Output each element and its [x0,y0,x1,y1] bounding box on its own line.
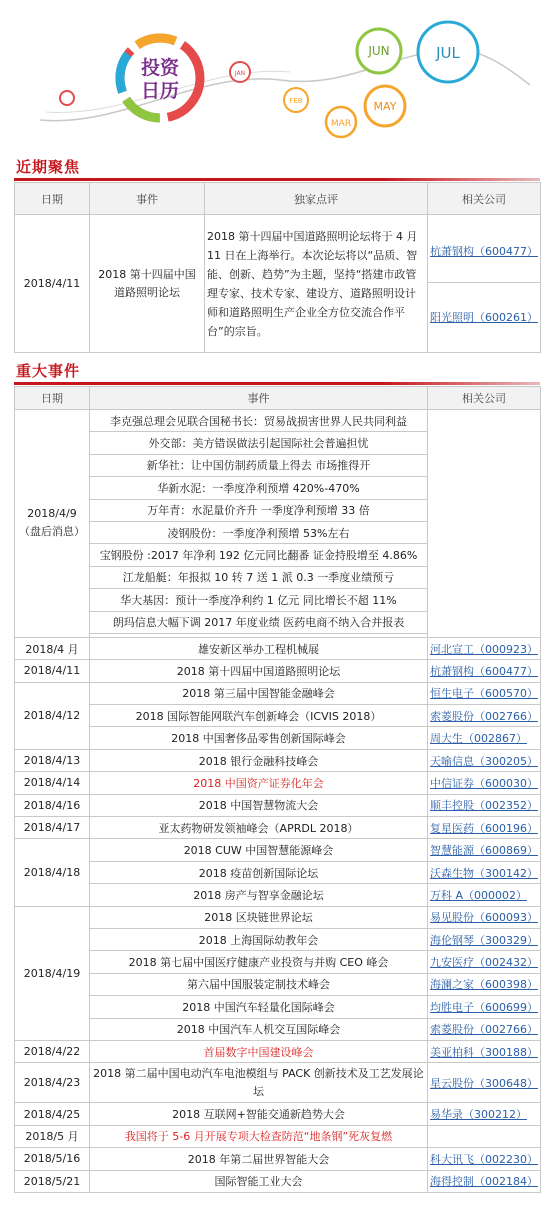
related-company [428,1170,541,1192]
event-date-value: 2018/4/9 [27,507,77,521]
event-name: 2018 第十四届中国道路照明论坛 [90,660,428,682]
table-row [15,1063,541,1103]
event-name: 2018 CUW 中国智慧能源峰会 [90,839,428,861]
company-link[interactable]: 易华录（300212） [430,1108,527,1122]
event-name: 万年青：水泥量价齐升 一季度净利预增 33 倍 [90,499,428,521]
related-company [428,1103,541,1125]
logo-line2: 日历 [140,80,180,102]
focus-date: 2018/4/11 [15,215,90,353]
focus-header-comment: 独家点评 [205,183,428,215]
related-company [428,884,541,906]
after-hours-note: （盘后消息） [19,525,85,539]
company-link[interactable]: 星云股份（300648） [430,1076,538,1090]
event-name: 宝钢股份 :2017 年净利 192 亿元同比翻番 证金持股增至 4.86% [90,544,428,566]
event-name: 2018 中国汽车轻量化国际峰会 [90,996,428,1018]
company-link[interactable]: 均胜电子（600699） [430,1000,538,1014]
event-date: 2018/4/22 [15,1040,90,1062]
related-company [428,772,541,794]
major-divider [14,382,540,385]
company-link[interactable]: 沃森生物（300142） [430,866,538,880]
focus-header-event: 事件 [90,183,205,215]
table-row [15,996,541,1018]
related-company [428,839,541,861]
table-row [15,727,541,749]
table-row [15,1040,541,1062]
focus-header-company: 相关公司 [428,183,541,215]
related-company [428,749,541,771]
month-jun: JUN [368,44,390,58]
table-row [15,660,541,682]
related-company [428,727,541,749]
event-name: 华新水泥：一季度净利预增 420%-470% [90,477,428,499]
event-name: 2018 银行金融科技峰会 [90,749,428,771]
company-link[interactable]: 易见股份（600093） [430,911,538,925]
event-name: 2018 第七届中国医疗健康产业投资与并购 CEO 峰会 [90,951,428,973]
focus-event: 2018 第十四届中国道路照明论坛 [90,215,205,353]
related-company [428,682,541,704]
event-date: 2018/4/16 [15,794,90,816]
banner-illustration [0,0,550,150]
event-name: 凌钢股份：一季度净利预增 53%左右 [90,521,428,543]
company-link[interactable]: 杭萧钢构（600477） [430,664,538,678]
related-company-empty [428,410,541,638]
focus-company-link[interactable]: 杭萧钢构（600477） [430,245,538,258]
related-company [428,906,541,928]
company-link[interactable]: 海澜之家（600398） [430,978,538,992]
related-company [428,1148,541,1170]
focus-divider [14,178,540,181]
company-link[interactable]: 海得控制（002184） [430,1175,538,1189]
event-name: 我国将于 5-6 月开展专项大检查防范“地条钢”死灰复燃 [90,1125,428,1147]
table-row [15,410,541,432]
event-name: 国际智能工业大会 [90,1170,428,1192]
company-link[interactable]: 复星医药（600196） [430,821,538,835]
event-name: 2018 上海国际幼教年会 [90,928,428,950]
company-link[interactable]: 美亚柏科（300188） [430,1045,538,1059]
calendar-banner [0,0,550,150]
table-row [15,794,541,816]
table-row [15,682,541,704]
event-name: 2018 区块链世界论坛 [90,906,428,928]
major-header-date: 日期 [15,387,90,410]
event-name: 雄安新区举办工程机械展 [90,637,428,659]
event-date: 2018/4/13 [15,749,90,771]
company-link[interactable]: 中信证券（600030） [430,776,538,790]
event-date: 2018/5 月 [15,1125,90,1147]
table-row [15,861,541,883]
event-date: 2018/5/16 [15,1148,90,1170]
event-name: 2018 中国智慧物流大会 [90,794,428,816]
related-company [428,1040,541,1062]
related-company [428,817,541,839]
event-name: 2018 国际智能网联汽车创新峰会（ICVIS 2018） [90,705,428,727]
company-link[interactable]: 顺丰控股（002352） [430,799,538,813]
company-link[interactable]: 索菱股份（002766） [430,709,538,723]
company-link[interactable]: 索菱股份（002766） [430,1023,538,1037]
major-section-title: 重大事件 [16,362,81,380]
table-row [15,772,541,794]
major-header-company: 相关公司 [428,387,541,410]
company-link[interactable]: 天喻信息（300205） [430,754,538,768]
logo-line1: 投资 [140,57,180,79]
event-name: 朗玛信息大幅下调 2017 年度业绩 医药电商不纳入合并报表 [90,611,428,633]
table-row [15,951,541,973]
event-date: 2018/4/19 [15,906,90,1040]
company-link[interactable]: 智慧能源（600869） [430,844,538,858]
event-name: 江龙船艇：年报拟 10 转 7 送 1 派 0.3 一季度业绩预亏 [90,566,428,588]
event-name: 第六届中国服装定制技术峰会 [90,973,428,995]
table-row [15,1018,541,1040]
event-date: 2018/4/12 [15,682,90,749]
related-company [428,705,541,727]
event-date: 2018/5/21 [15,1170,90,1192]
event-name: 2018 互联网+智能交通新趋势大会 [90,1103,428,1125]
company-link[interactable]: 海伦钢琴（300329） [430,933,538,947]
related-company [428,928,541,950]
table-row [15,705,541,727]
company-link[interactable]: 九安医疗（002432） [430,956,538,970]
table-row [15,973,541,995]
focus-comment: 2018 第十四届中国道路照明论坛将于 4 月 11 日在上海举行。本次论坛将以“品质、智能、创新、趋势”为主题，坚持“搭建市政管理专家、技术专家、建设方、道路照明设计师和道路照明生产企业全方位交流合作平台”的宗旨。 [205,215,428,353]
related-company [428,861,541,883]
company-link[interactable]: 万科 A（000002） [430,888,528,902]
event-date: 2018/4/14 [15,772,90,794]
major-events-table [14,386,541,1193]
table-row [15,906,541,928]
related-company [428,1063,541,1103]
event-name: 2018 中国汽车人机交互国际峰会 [90,1018,428,1040]
table-row [15,839,541,861]
event-name: 首届数字中国建设峰会 [90,1040,428,1062]
event-name: 新华社：让中国仿制药质量上得去 市场推得开 [90,454,428,476]
related-company [428,1018,541,1040]
table-row [15,1103,541,1125]
table-row [15,1170,541,1192]
event-date: 2018/4/23 [15,1063,90,1103]
major-header-event: 事件 [90,387,428,410]
event-name: 2018 年第二届世界智能大会 [90,1148,428,1170]
table-row [15,749,541,771]
event-name: 外交部：美方错误做法引起国际社会普遍担忧 [90,432,428,454]
event-date [15,410,90,638]
company-link[interactable]: 河北宣工（000923） [430,642,538,656]
month-jul: JUL [436,44,460,62]
related-company [428,996,541,1018]
month-may: MAY [373,100,397,113]
related-company [428,637,541,659]
month-feb: FEB [289,97,303,105]
related-company [428,1125,541,1147]
table-row [15,1148,541,1170]
month-jan: JAN [234,70,246,77]
event-date: 2018/4/18 [15,839,90,906]
event-name: 2018 第二届中国电动汽车电池模组与 PACK 创新技术及工艺发展论坛 [90,1063,428,1103]
focus-header-date: 日期 [15,183,90,215]
event-name: 亚太药物研发领袖峰会（APRDL 2018） [90,817,428,839]
event-name: 李克强总理会见联合国秘书长：贸易战损害世界人民共同利益 [90,410,428,432]
table-row [15,817,541,839]
company-link[interactable]: 科大讯飞（002230） [430,1152,538,1166]
event-date: 2018/4/25 [15,1103,90,1125]
focus-company-link[interactable]: 阳光照明（600261） [430,311,538,324]
table-row [15,884,541,906]
company-link[interactable]: 周大生（002867） [430,732,527,746]
event-date: 2018/4/11 [15,660,90,682]
table-row [15,928,541,950]
event-date: 2018/4/17 [15,817,90,839]
month-mar: MAR [330,119,352,129]
table-row [15,1125,541,1147]
focus-table [14,182,541,353]
table-row [15,637,541,659]
event-name: 华大基因：预计一季度净利约 1 亿元 同比增长不超 11% [90,589,428,611]
company-link[interactable]: 恒生电子（600570） [430,687,538,701]
focus-section-title: 近期聚焦 [16,158,81,176]
related-company [428,794,541,816]
event-name: 2018 疫苗创新国际论坛 [90,861,428,883]
related-company [428,660,541,682]
event-name: 2018 中国资产证券化年会 [90,772,428,794]
event-name: 2018 第三届中国智能金融峰会 [90,682,428,704]
related-company [428,973,541,995]
event-name: 2018 房产与智享金融论坛 [90,884,428,906]
related-company [428,951,541,973]
event-date: 2018/4 月 [15,637,90,659]
event-name: 2018 中国奢侈品零售创新国际峰会 [90,727,428,749]
